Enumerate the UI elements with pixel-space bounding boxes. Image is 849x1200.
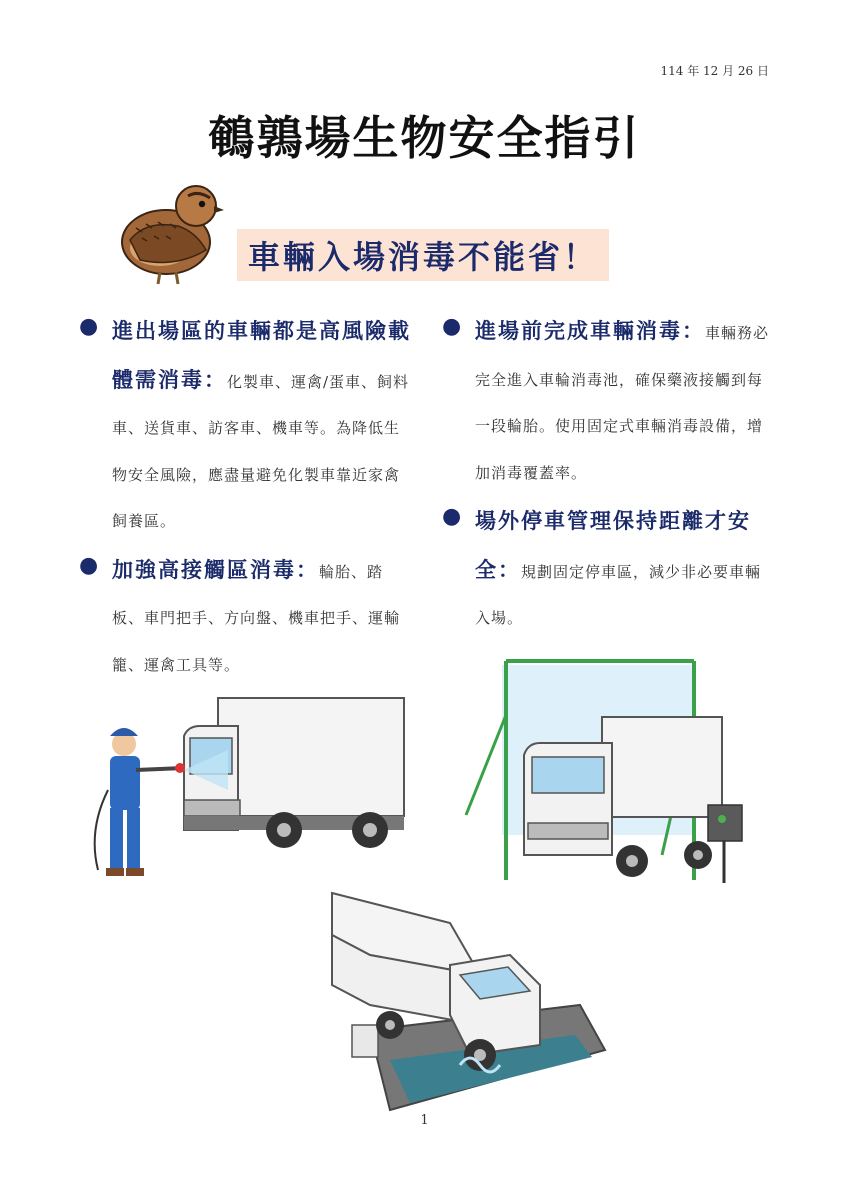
- item-heading: 場外停車管理保持距離才安全：: [475, 508, 751, 582]
- subtitle-banner: [237, 229, 609, 281]
- document-date: 114 年 12 月 26 日: [660, 64, 769, 78]
- item-body: 車輛務必完全進入車輪消毒池，確保藥液接觸到每一段輪胎。使用固定式車輛消毒設備，增加消毒覆蓋率。: [475, 324, 770, 482]
- right-column: [442, 308, 775, 644]
- list-item: [442, 498, 775, 642]
- bullet-icon: ●: [442, 314, 462, 339]
- item-heading: 加強高接觸區消毒：: [112, 556, 319, 582]
- wheel-dip-illustration: [330, 875, 610, 1120]
- bullet-icon: ●: [79, 552, 99, 578]
- list-item: [79, 308, 412, 545]
- list-item: [79, 547, 412, 689]
- item-heading: 進出場區的車輛都是高風險載體需消毒：: [112, 318, 411, 392]
- left-column: [79, 308, 412, 690]
- bullet-icon: ●: [79, 314, 99, 339]
- pressure-washer-illustration: [88, 690, 410, 890]
- item-body: 輪胎、踏板、車門把手、方向盤、機車把手、運輸籠、運禽工具等。: [112, 562, 401, 674]
- spray-gate-illustration: [462, 655, 762, 890]
- quail-icon: [116, 180, 228, 286]
- item-body: 規劃固定停車區，減少非必要車輛入場。: [475, 562, 762, 627]
- page-number: 1: [420, 1113, 429, 1128]
- item-body: 化製車、運禽/蛋車、飼料車、送貨車、訪客車、機車等。為降低生物安全風險，應盡量避免化製車靠近家禽飼養區。: [112, 372, 410, 530]
- page-title: 鵪鶉場生物安全指引: [208, 111, 641, 165]
- list-item: [442, 308, 775, 496]
- subtitle: 車輛入場消毒不能省！: [247, 238, 598, 276]
- bullet-icon: ●: [442, 504, 462, 529]
- item-heading: 進場前完成車輛消毒：: [475, 318, 705, 343]
